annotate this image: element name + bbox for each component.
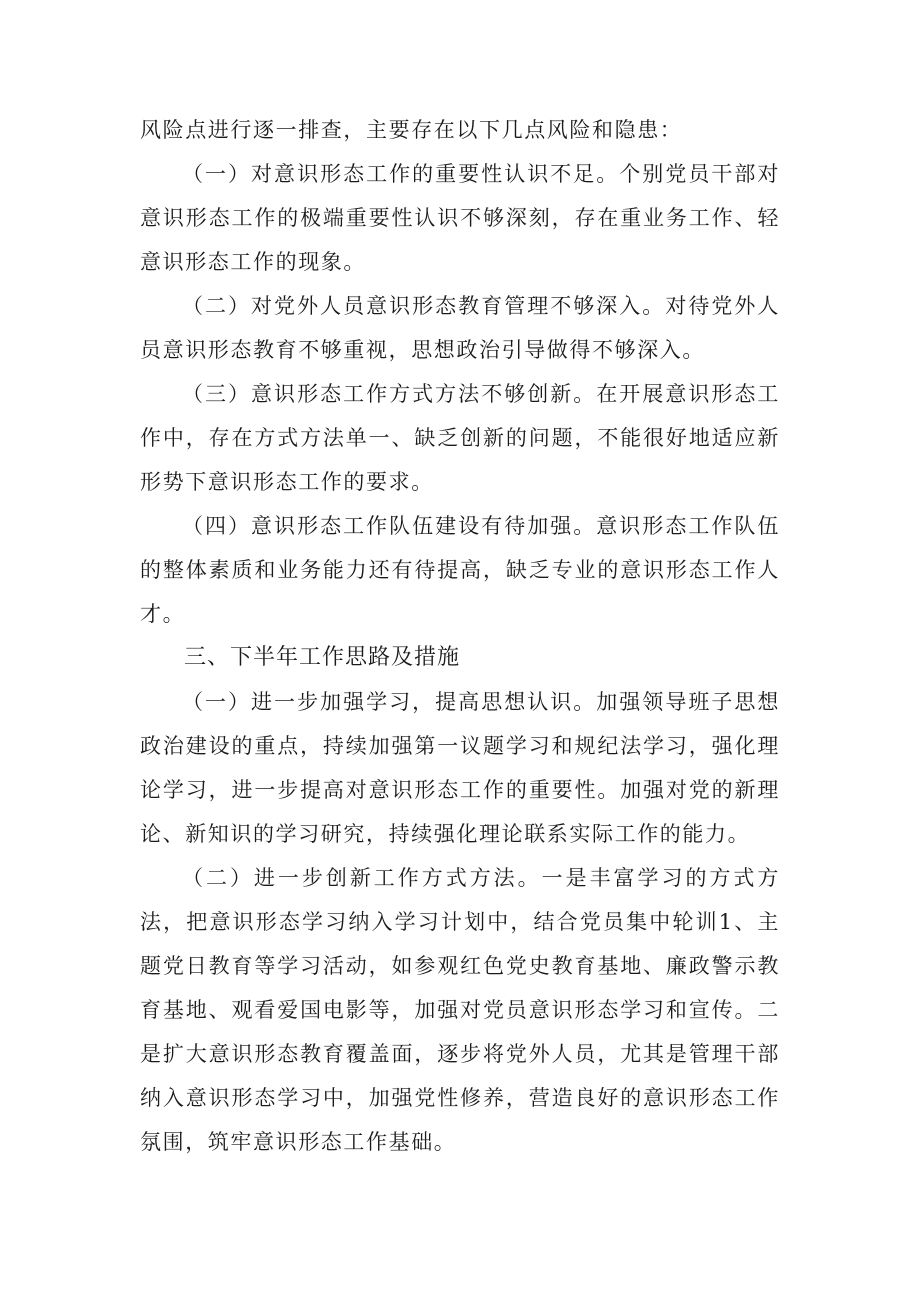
risk-paragraph-2: （二）对党外人员意识形态教育管理不够深入。对待党外人员意识形态教育不够重视，思想政治引导做得不够深入。 — [140, 294, 780, 362]
lead-paragraph: 风险点进行逐一排查，主要存在以下几点风险和隐患： — [140, 118, 683, 142]
risk-paragraph-4: （四）意识形态工作队伍建设有待加强。意识形态工作队伍的整体素质和业务能力还有待提高，缺乏专业的意识形态工作人才。 — [140, 514, 780, 626]
measure-paragraph-2: （二）进一步创新工作方式方法。一是丰富学习的方式方法，把意识形态学习纳入学习计划中，结合党员集中轮训1、主题党日教育等学习活动，如参观红色党史教育基地、廉政警示教育基地、观看爱国电影等，加强对党员意识形态学习和宣传。二是扩大意识形态教育覆盖面，逐步将党外人员，尤其是管理干部纳入意识形态学习中，加强党性修养，营造良好的意识形态工作氛围，筑牢意识形态工作基础。 — [140, 866, 780, 1154]
section-heading: 三、下半年工作思路及措施 — [184, 645, 461, 670]
risk-paragraph-1: （一）对意识形态工作的重要性认识不足。个别党员干部对意识形态工作的极端重要性认识不够深刻，存在重业务工作、轻意识形态工作的现象。 — [140, 162, 780, 274]
document-body — [140, 108, 780, 1164]
risk-paragraph-3: （三）意识形态工作方式方法不够创新。在开展意识形态工作中，存在方式方法单一、缺乏创新的问题，不能很好地适应新形势下意识形态工作的要求。 — [140, 382, 780, 494]
measure-paragraph-1: （一）进一步加强学习，提高思想认识。加强领导班子思想政治建设的重点，持续加强第一议题学习和规纪法学习，强化理论学习，进一步提高对意识形态工作的重要性。加强对党的新理论、新知识的学习研究，持续强化理论联系实际工作的能力。 — [140, 690, 780, 846]
